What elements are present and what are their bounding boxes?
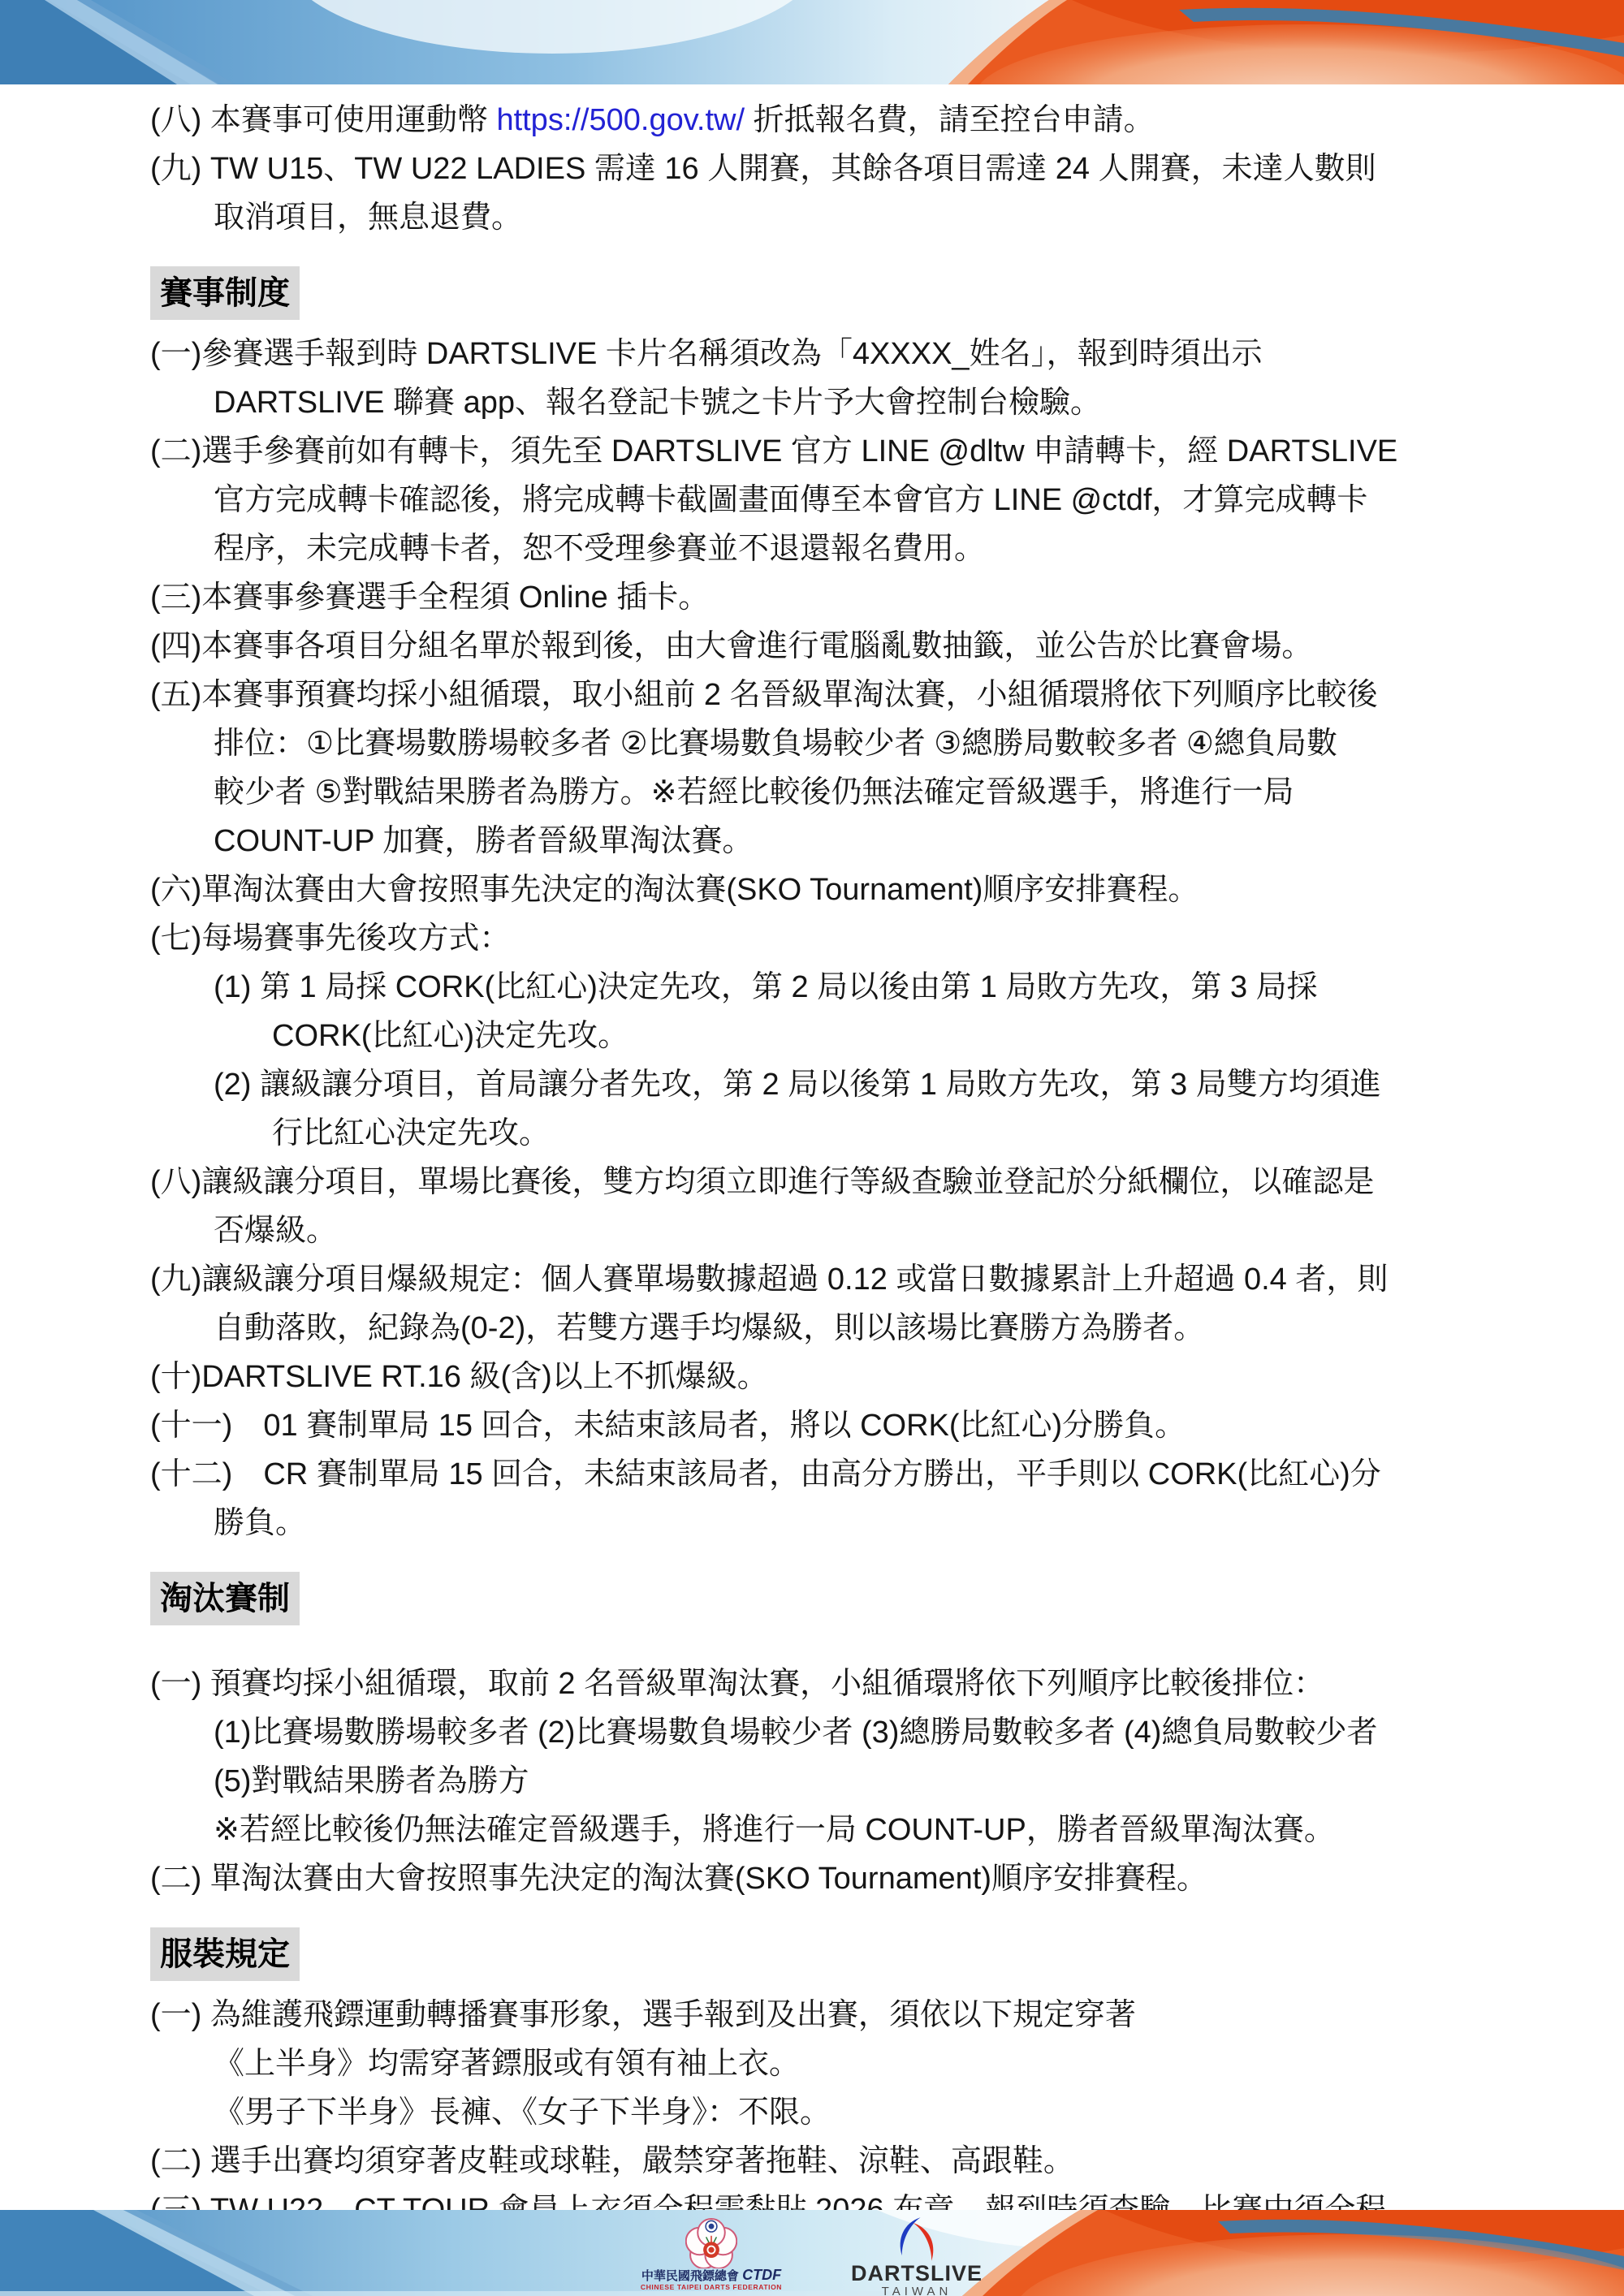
top-banner-decoration [0, 0, 1624, 84]
item-label: (二) [150, 434, 202, 468]
rule-item-12 [150, 1450, 1531, 1547]
rule-item-2 [150, 427, 1531, 573]
section-heading-knockout: 淘汰賽制 [150, 1572, 300, 1625]
item-text: 選手出賽均須穿著皮鞋或球鞋，嚴禁穿著拖鞋、涼鞋、高跟鞋。 [209, 2144, 1074, 2178]
item-text-line: COUNT-UP 加賽，勝者晉級單淘汰賽。 [214, 824, 754, 858]
item-text-line: 自動落敗，紀錄為(0-2)，若雙方選手均爆級，則以該場比賽勝方為勝者。 [214, 1311, 1205, 1345]
dartslive-logo [840, 2216, 994, 2296]
item-label: (2) [214, 1068, 260, 1102]
item-text-line: 程序，未完成轉卡者，恕不受理參賽並不退還報名費用。 [214, 532, 986, 566]
document-content [0, 84, 1624, 2234]
item-text-line: (1)比賽場數勝場較多者 (2)比賽場數負場較少者 (3)總勝局數較多者 (4)總負局數較少者 [214, 1716, 1378, 1750]
item-text: 01 賽制單局 15 回合，未結束該局者，將以 CORK(比紅心)分勝負。 [263, 1409, 1186, 1443]
item-label: (一) [150, 1667, 210, 1701]
item-text: 預賽均採小組循環，取前 2 名晉級單淘汰賽，小組循環將依下列順序比較後排位： [209, 1667, 1325, 1701]
rule-item-4 [150, 622, 1531, 671]
item-text-line: 勝負。 [214, 1506, 307, 1540]
section-knockout [150, 1572, 1531, 1625]
rule-item-3 [150, 573, 1531, 622]
item-text: 讓級讓分項目，首局讓分者先攻，第 2 局以後第 1 局敗方先攻，第 3 局雙方均須進 [260, 1068, 1381, 1102]
item-text: 讓級讓分項目，單場比賽後，雙方均須立即進行等級查驗並登記於分紙欄位，以確認是 [201, 1165, 1375, 1199]
item-text: 本賽事各項目分組名單於報到後，由大會進行電腦亂數抽籤，並公告於比賽會場。 [201, 629, 1313, 663]
item-text: 參賽選手報到時 DARTSLIVE 卡片名稱須改為「4XXXX_姓名」，報到時須出示 [201, 337, 1263, 371]
rule-item-6 [150, 865, 1531, 914]
item-label: (四) [150, 629, 202, 663]
item-text-line: 《男子下半身》長褲、《女子下半身》：不限。 [214, 2095, 831, 2130]
rule-item-11 [150, 1401, 1531, 1450]
item-label: (二) [150, 2144, 210, 2178]
ctdf-abbr-text: CTDF [742, 2267, 782, 2283]
item-text: 折抵報名費，請至控台申請。 [745, 103, 1155, 137]
sport-coin-link[interactable]: https://500.gov.tw/ [496, 103, 745, 137]
item-label: (二) [150, 1862, 210, 1896]
item-label: (九) [150, 1262, 202, 1297]
item-text-line: 官方完成轉卡確認後，將完成轉卡截圖畫面傳至本會官方 LINE @ctdf，才算完成轉卡 [214, 483, 1368, 517]
rule-item-7-sub-2 [150, 1060, 1531, 1158]
dartslive-swoosh-icon [890, 2216, 944, 2262]
section-heading-dress-code: 服裝規定 [150, 1927, 300, 1981]
item-text: 本賽事預賽均採小組循環，取小組前 2 名晉級單淘汰賽，小組循環將依下列順序比較後 [201, 678, 1378, 712]
item-text: TW U15、TW U22 LADIES 需達 16 人開賽，其餘各項目需達 24 人開賽，未達人數則 [209, 152, 1376, 186]
section-heading-rules: 賽事制度 [150, 266, 300, 320]
item-text-line: 較少者 ⑤對戰結果勝者為勝方。※若經比較後仍無法確定晉級選手，將進行一局 [214, 775, 1294, 809]
rule-item-10 [150, 1353, 1531, 1401]
item-text-line: 取消項目，無息退費。 [214, 201, 523, 235]
item-text-line: 排位：①比賽場數勝場較多者 ②比賽場數負場較少者 ③總勝局數較多者 ④總負局數 [214, 727, 1337, 761]
footer-banner [0, 2210, 1624, 2296]
item-label: (八) [150, 103, 210, 137]
list-item-sport-coin [150, 96, 1531, 145]
item-label: (三) [150, 580, 202, 615]
item-text: 單淘汰賽由大會按照事先決定的淘汰賽(SKO Tournament)順序安排賽程。 [201, 873, 1199, 907]
item-text-line: CORK(比紅心)決定先攻。 [272, 1019, 629, 1053]
item-label: (六) [150, 873, 202, 907]
item-text-line: ※若經比較後仍無法確定晉級選手，將進行一局 COUNT-UP，勝者晉級單淘汰賽。 [214, 1813, 1335, 1847]
item-label: (1) [214, 970, 260, 1004]
ctdf-name-zh-text: 中華民國飛鏢總會 [641, 2269, 739, 2283]
item-text: 讓級讓分項目爆級規定：個人賽單場數據超過 0.12 或當日數據累計上升超過 0.4 者，則 [201, 1262, 1389, 1297]
dress-item-1 [150, 1991, 1531, 2137]
item-text: CR 賽制單局 15 回合，未結束該局者，由高分方勝出，平手則以 CORK(比紅心)分 [263, 1457, 1381, 1491]
rule-item-7 [150, 914, 1531, 963]
knockout-item-2 [150, 1854, 1531, 1903]
item-text: 本賽事可使用運動幣 [209, 103, 497, 137]
dartslive-wordmark: DARTSLIVE [850, 2261, 983, 2285]
item-label: (八) [150, 1165, 202, 1199]
item-label: (七) [150, 921, 202, 956]
item-text: 選手參賽前如有轉卡，須先至 DARTSLIVE 官方 LINE @dltw 申請轉卡，經 DARTSLIVE [201, 434, 1398, 468]
dress-item-2 [150, 2137, 1531, 2186]
item-label: (十一) [150, 1409, 264, 1443]
item-label: (一) [150, 1998, 210, 2032]
item-text: 第 1 局採 CORK(比紅心)決定先攻，第 2 局以後由第 1 局敗方先攻，第 3 局採 [260, 970, 1318, 1004]
item-label: (五) [150, 678, 202, 712]
section-dress-code [150, 1927, 1531, 1981]
item-text-line: 否爆級。 [214, 1214, 338, 1248]
rule-item-8 [150, 1158, 1531, 1255]
rule-item-7-sub-1 [150, 963, 1531, 1060]
item-text-line: 《上半身》均需穿著鏢服或有領有袖上衣。 [214, 2047, 801, 2081]
item-text: 本賽事參賽選手全程須 Online 插卡。 [201, 580, 710, 615]
item-text: DARTSLIVE RT.16 級(含)以上不抓爆級。 [201, 1360, 768, 1394]
item-label: (一) [150, 337, 202, 371]
ctdf-logo [630, 2216, 793, 2292]
list-item-min-players [150, 145, 1531, 242]
footer-logos [0, 2210, 1624, 2296]
rule-item-1 [150, 330, 1531, 427]
item-text: 為維護飛鏢運動轉播賽事形象，選手報到及出賽，須依以下規定穿著 [209, 1998, 1136, 2032]
item-text: 每場賽事先後攻方式： [201, 921, 511, 956]
ctdf-plum-blossom-icon [685, 2216, 737, 2268]
rule-item-9 [150, 1255, 1531, 1353]
item-text-line: DARTSLIVE 聯賽 app、報名登記卡號之卡片予大會控制台檢驗。 [214, 386, 1102, 420]
item-label: (十) [150, 1360, 202, 1394]
ctdf-name-en: CHINESE TAIPEI DARTS FEDERATION [640, 2283, 783, 2291]
section-rules [150, 266, 1531, 320]
rule-item-5 [150, 671, 1531, 865]
item-label: (十二) [150, 1457, 264, 1491]
knockout-item-1 [150, 1659, 1531, 1854]
ctdf-name-zh [630, 2268, 793, 2283]
dartslive-taiwan-label: TAIWAN [881, 2285, 952, 2296]
item-text-line: 行比紅心決定先攻。 [272, 1116, 551, 1150]
item-text: 單淘汰賽由大會按照事先決定的淘汰賽(SKO Tournament)順序安排賽程。 [209, 1862, 1207, 1896]
item-label: (九) [150, 152, 210, 186]
item-text-line: (5)對戰結果勝者為勝方 [214, 1764, 529, 1798]
